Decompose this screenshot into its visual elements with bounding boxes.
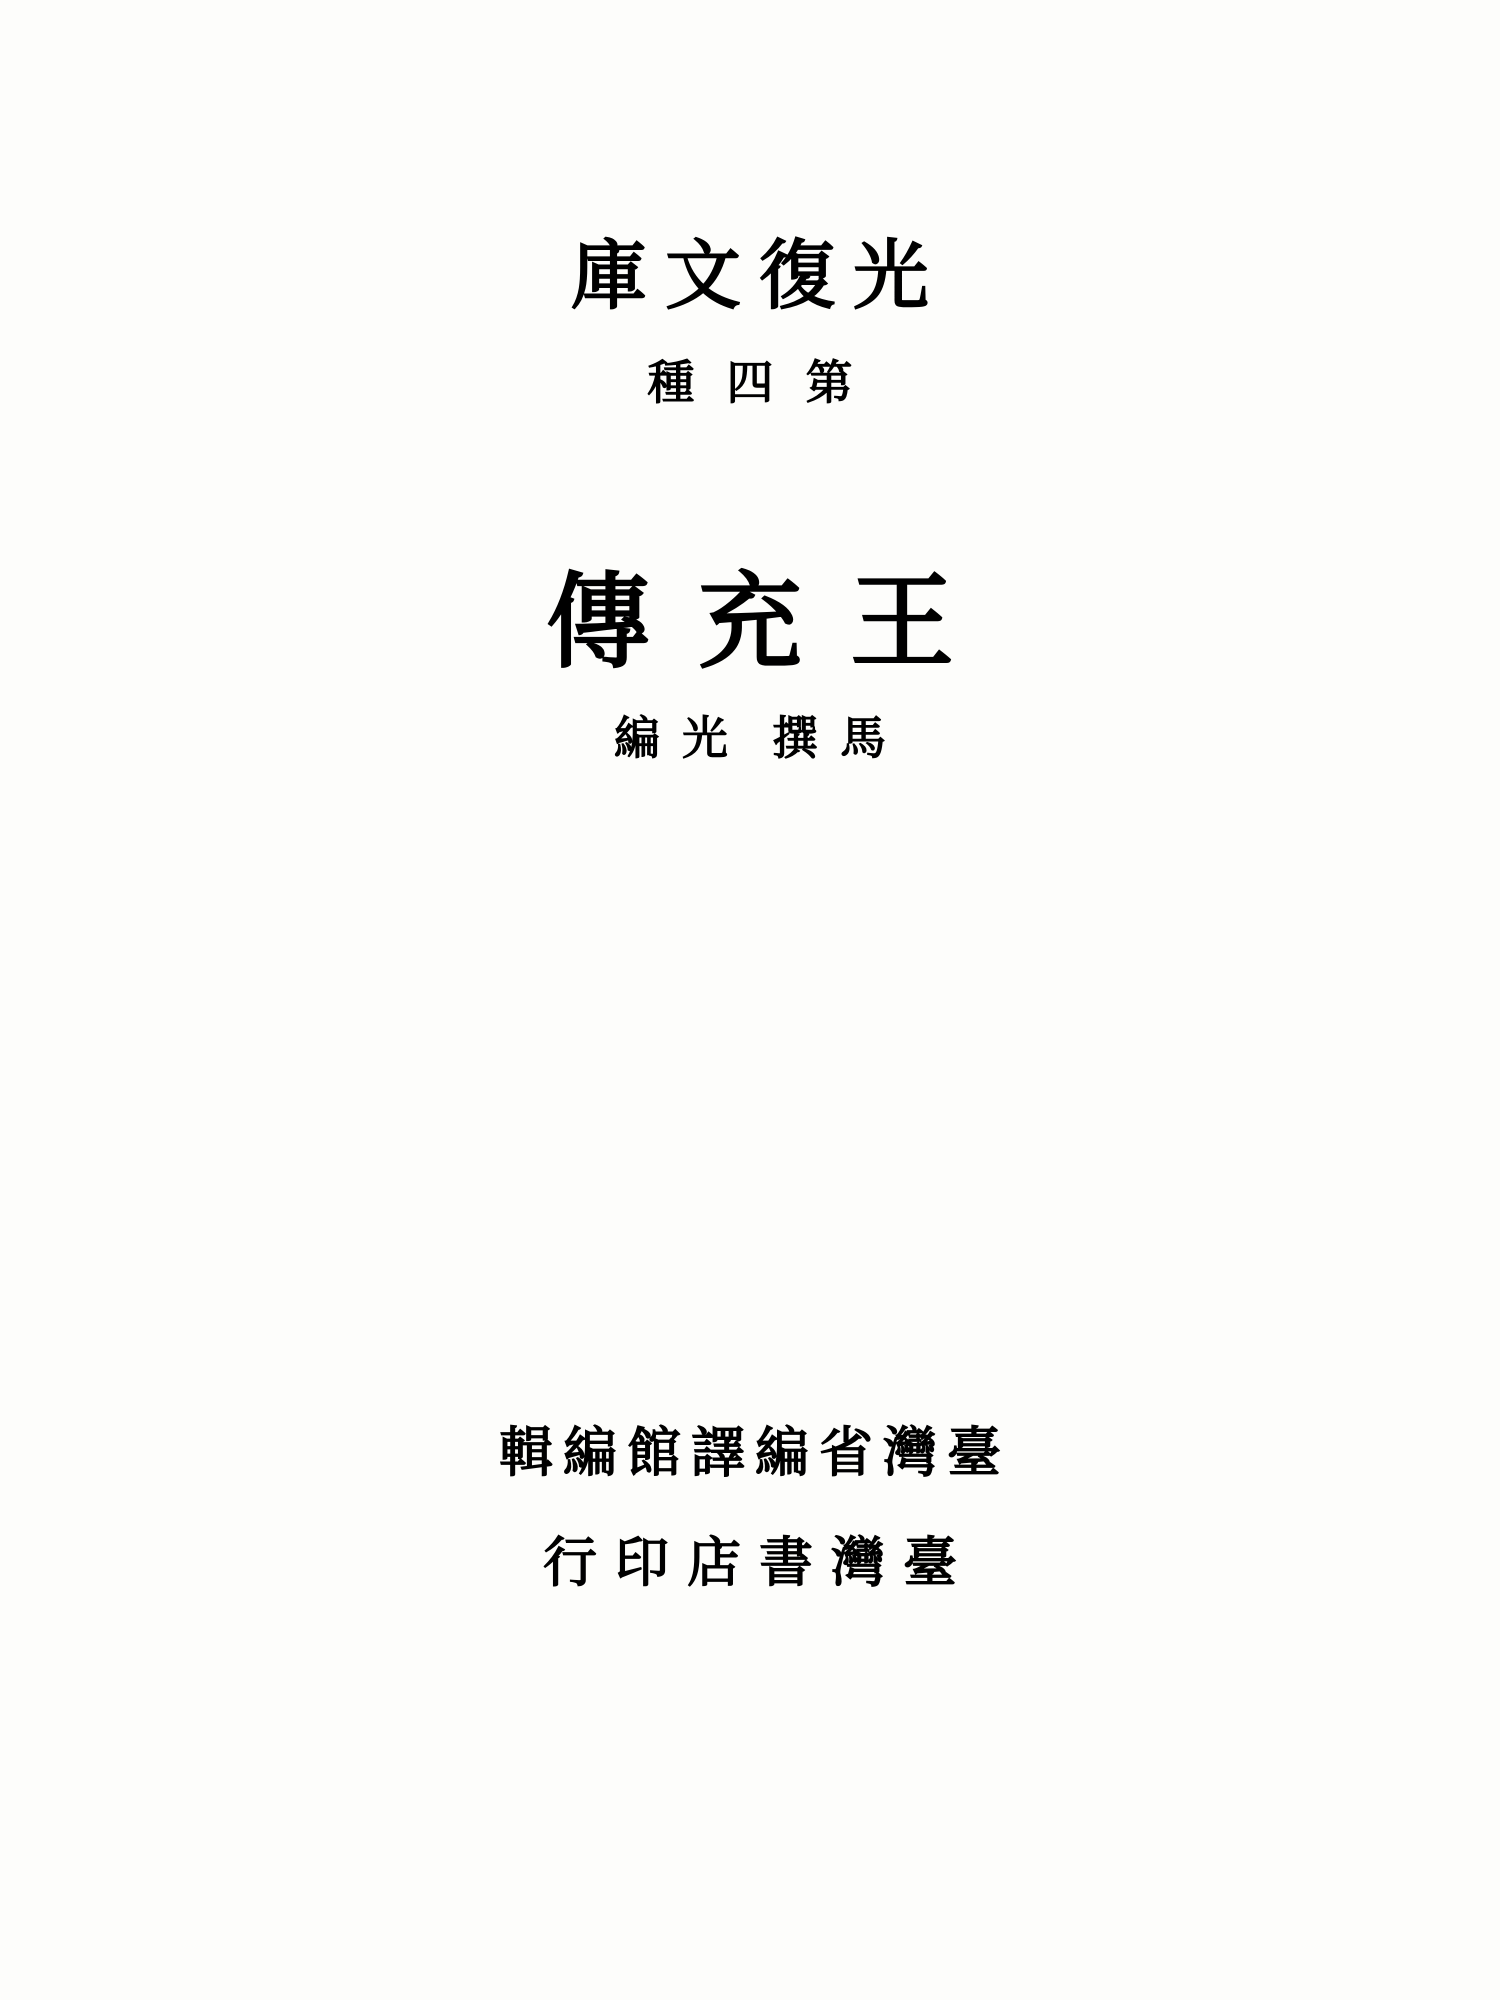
series-subtitle bbox=[0, 356, 1500, 411]
series-subtitle-char: 種 bbox=[647, 356, 695, 411]
publisher-line2-char: 書 bbox=[759, 1530, 813, 1594]
book-title-char: 王 bbox=[850, 560, 955, 683]
publisher-imprint-line bbox=[0, 1530, 1500, 1594]
author-credit-char: 光 bbox=[682, 711, 728, 765]
author-credit-char: 編 bbox=[614, 711, 660, 765]
author-credit-char: 馬 bbox=[840, 711, 886, 765]
publisher-line1-char: 編 bbox=[563, 1420, 617, 1484]
publisher-line1-char: 編 bbox=[755, 1420, 809, 1484]
book-title bbox=[0, 560, 1500, 683]
series-title-char: 文 bbox=[665, 231, 741, 320]
author-credit-char: 撰 bbox=[772, 711, 818, 765]
author-credit bbox=[0, 711, 1500, 765]
publisher-line2-char: 臺 bbox=[903, 1530, 957, 1594]
series-title-char: 復 bbox=[759, 231, 835, 320]
publisher-line1-char: 省 bbox=[819, 1420, 873, 1484]
publisher-line2-char: 店 bbox=[687, 1530, 741, 1594]
publisher-compiler-line bbox=[0, 1420, 1500, 1484]
publisher-line1-char: 輯 bbox=[499, 1420, 553, 1484]
series-title-char: 光 bbox=[853, 231, 929, 320]
series-subtitle-char: 四 bbox=[726, 356, 774, 411]
series-title bbox=[0, 231, 1500, 320]
book-title-char: 傳 bbox=[545, 560, 650, 683]
series-subtitle-char: 第 bbox=[805, 356, 853, 411]
publisher-line1-char: 臺 bbox=[947, 1420, 1001, 1484]
publisher-line1-char: 譯 bbox=[691, 1420, 745, 1484]
publisher-line1-char: 灣 bbox=[883, 1420, 937, 1484]
series-title-char: 庫 bbox=[571, 231, 647, 320]
book-title-char: 充 bbox=[697, 560, 802, 683]
publisher-line1-char: 館 bbox=[627, 1420, 681, 1484]
publisher-line2-char: 行 bbox=[543, 1530, 597, 1594]
publisher-line2-char: 印 bbox=[615, 1530, 669, 1594]
publisher-line2-char: 灣 bbox=[831, 1530, 885, 1594]
